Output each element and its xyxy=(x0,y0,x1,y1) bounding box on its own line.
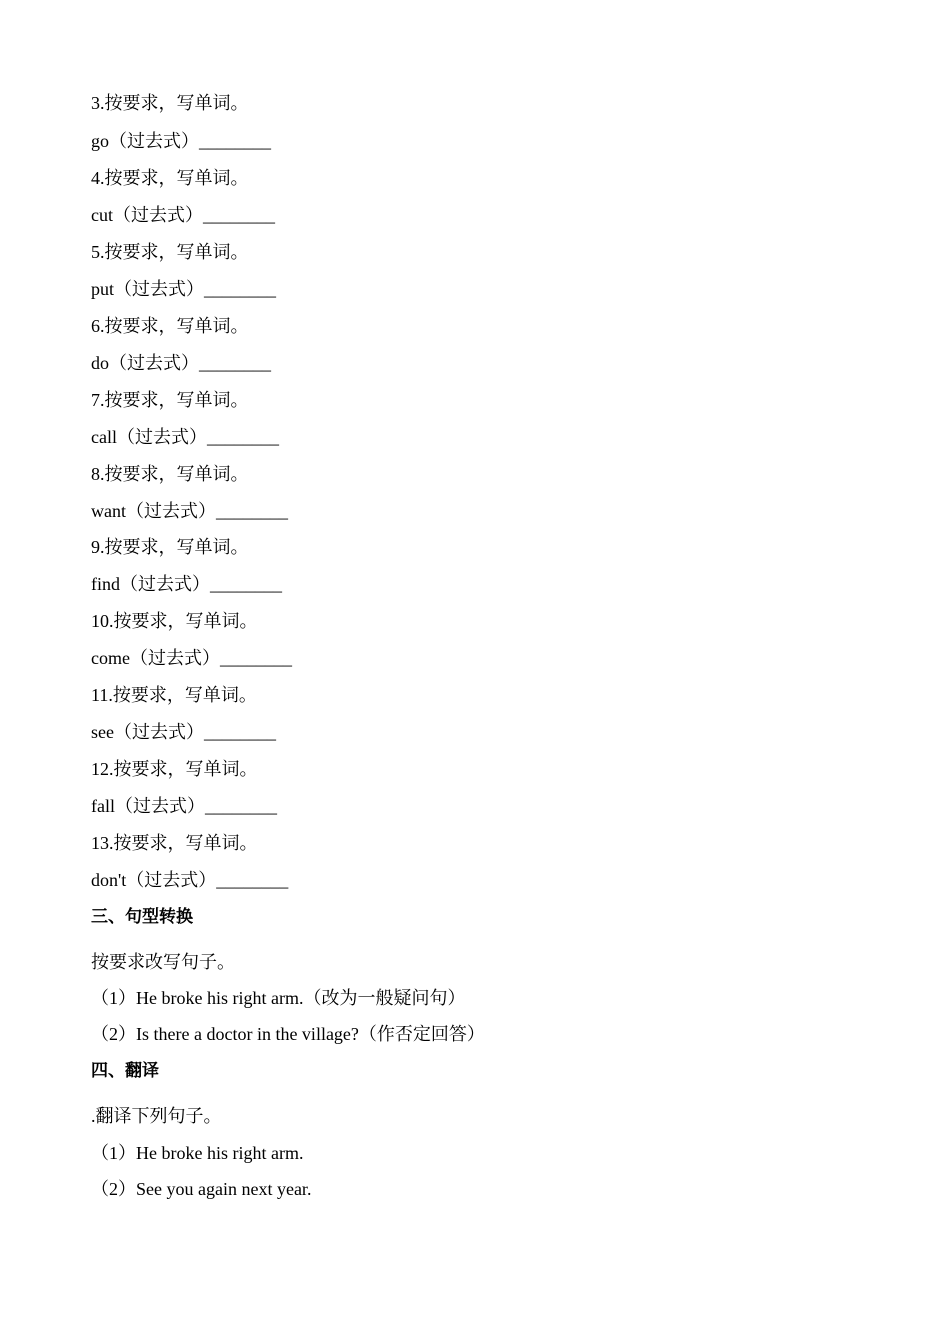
exercise-7-prompt: 7.按要求，写单词。 xyxy=(91,390,249,410)
exercise-12-prompt: 12.按要求，写单词。 xyxy=(91,759,258,779)
exercise-8-word: want（过去式）________ xyxy=(91,501,288,521)
exercise-11-word: see（过去式）________ xyxy=(91,722,276,742)
section-4-item-1: （1）He broke his right arm. xyxy=(91,1143,304,1163)
exercise-13-word: don't（过去式）________ xyxy=(91,870,289,890)
exercise-3-prompt: 3.按要求，写单词。 xyxy=(91,93,249,113)
exercise-11-prompt: 11.按要求，写单词。 xyxy=(91,685,257,705)
section-3-heading: 三、句型转换 xyxy=(91,907,193,927)
exercise-10-word: come（过去式）________ xyxy=(91,648,292,668)
exercise-5-word: put（过去式）________ xyxy=(91,279,277,299)
section-3-item-1: （1）He broke his right arm.（改为一般疑问句） xyxy=(91,988,466,1008)
exercise-6-prompt: 6.按要求，写单词。 xyxy=(91,316,249,336)
exercise-8-prompt: 8.按要求，写单词。 xyxy=(91,464,249,484)
section-3-instruction: 按要求改写句子。 xyxy=(91,952,235,972)
section-4-heading: 四、翻译 xyxy=(91,1061,159,1081)
section-4-item-2: （2）See you again next year. xyxy=(91,1179,312,1199)
exercise-9-prompt: 9.按要求，写单词。 xyxy=(91,537,249,557)
exercise-12-word: fall（过去式）________ xyxy=(91,796,277,816)
exercise-4-word: cut（过去式）________ xyxy=(91,205,275,225)
exercise-3-word: go（过去式）________ xyxy=(91,131,271,151)
exercise-5-prompt: 5.按要求，写单词。 xyxy=(91,242,249,262)
exercise-4-prompt: 4.按要求，写单词。 xyxy=(91,168,249,188)
exercise-13-prompt: 13.按要求，写单词。 xyxy=(91,833,258,853)
exercise-7-word: call（过去式）________ xyxy=(91,427,279,447)
exercise-9-word: find（过去式）________ xyxy=(91,574,282,594)
exercise-6-word: do（过去式）________ xyxy=(91,353,271,373)
exercise-10-prompt: 10.按要求，写单词。 xyxy=(91,611,258,631)
section-3-item-2: （2）Is there a doctor in the village?（作否定回答） xyxy=(91,1024,485,1044)
section-4-instruction: .翻译下列句子。 xyxy=(91,1106,222,1126)
